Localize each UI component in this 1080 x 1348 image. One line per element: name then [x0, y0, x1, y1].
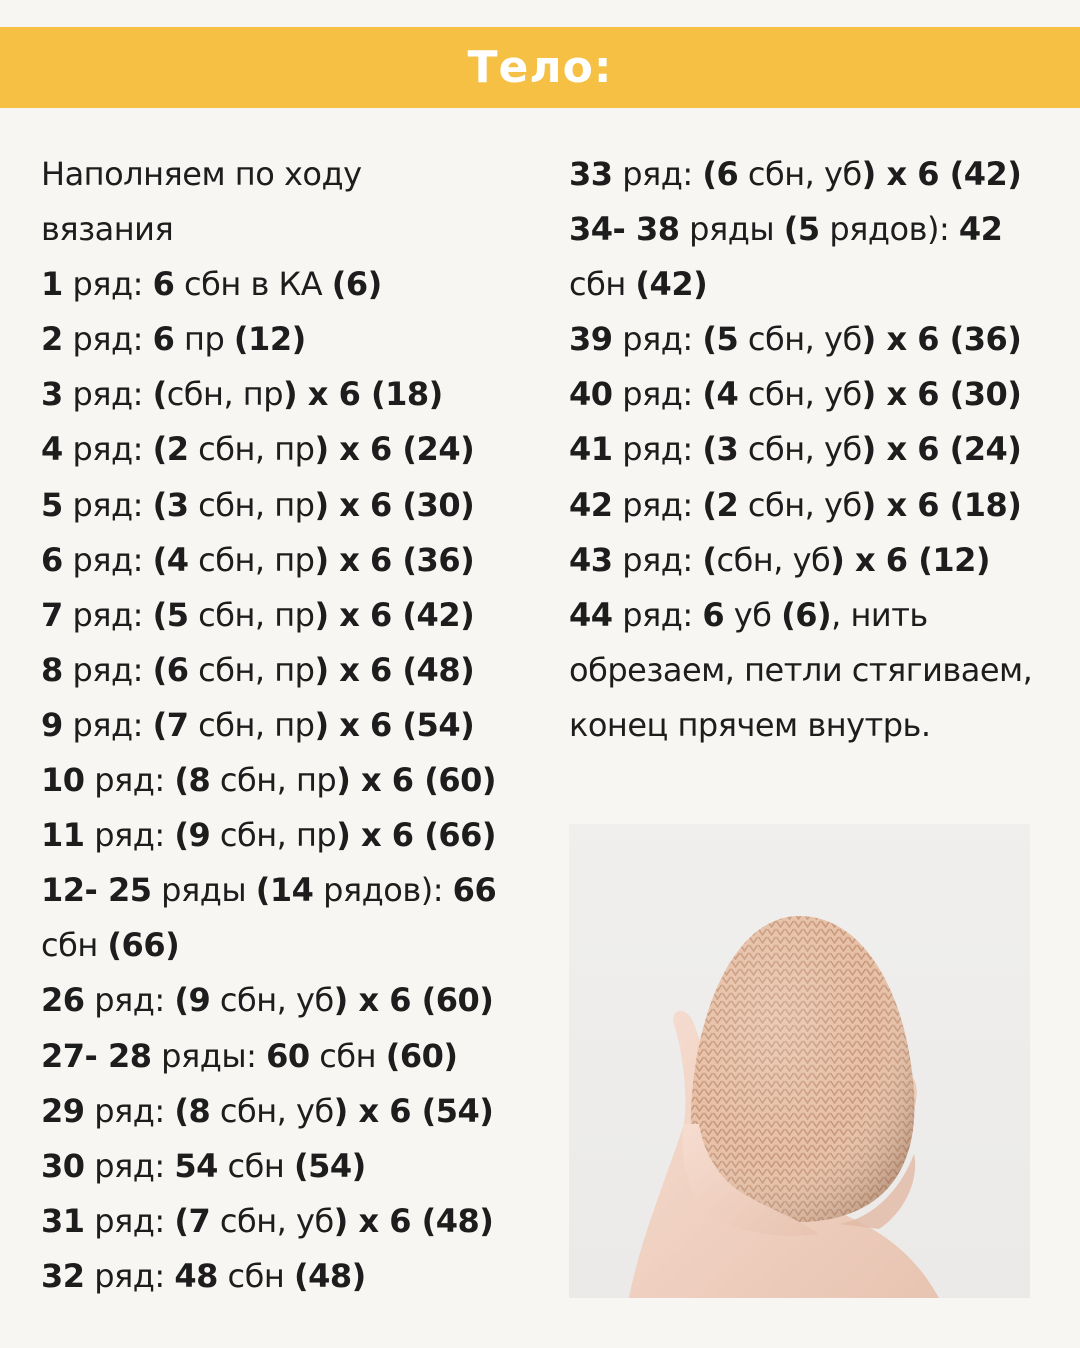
- instruction-line: [41, 1029, 561, 1084]
- instruction-bold-text: 1: [41, 265, 63, 304]
- instruction-bold-text: ) x 6 (60): [336, 761, 496, 800]
- instruction-bold-text: 44: [569, 595, 613, 634]
- instruction-text: сбн, уб: [738, 485, 862, 524]
- instruction-bold-text: ) x 6 (18): [283, 375, 443, 414]
- instruction-bold-text: 43: [569, 540, 613, 579]
- instruction-bold-text: 42: [569, 485, 613, 524]
- instruction-text: сбн, уб: [738, 155, 862, 193]
- instruction-bold-text: 6: [41, 540, 63, 579]
- instruction-line: [569, 588, 1069, 643]
- instruction-text: ряд:: [84, 761, 175, 800]
- instruction-text: ряд:: [62, 705, 153, 744]
- page-title: Тело:: [467, 42, 613, 93]
- instruction-text: ряд:: [84, 1201, 175, 1240]
- instruction-text: Наполняем по ходу: [41, 155, 362, 193]
- instruction-text: ряд:: [62, 650, 153, 689]
- instruction-bold-text: (42): [635, 265, 708, 304]
- instruction-bold-text: ) x 6 (54): [314, 705, 475, 744]
- instruction-bold-text: (66): [107, 926, 180, 965]
- instruction-bold-text: ) x 6 (24): [314, 430, 475, 469]
- instruction-text: сбн, пр: [210, 816, 337, 855]
- instruction-bold-text: (3: [152, 485, 189, 524]
- instruction-bold-text: 33: [569, 155, 613, 193]
- instruction-bold-text: ) x 6 (42): [314, 595, 475, 634]
- instruction-text: ряды: [679, 210, 784, 249]
- instruction-line: [41, 1084, 561, 1139]
- instruction-text: ряд:: [62, 430, 153, 469]
- instruction-bold-text: 12- 25: [41, 871, 152, 910]
- instruction-line: [41, 257, 561, 312]
- instruction-bold-text: (8: [174, 1091, 211, 1130]
- instruction-text: рядов):: [313, 871, 453, 910]
- instruction-text: сбн, пр: [188, 540, 315, 579]
- instruction-text: ряд:: [62, 375, 153, 414]
- instruction-bold-text: 27- 28: [41, 1036, 152, 1075]
- instruction-text: вязания: [41, 210, 174, 249]
- instruction-text: сбн, пр: [188, 595, 315, 634]
- instruction-line: [41, 808, 561, 863]
- instruction-bold-text: (6: [702, 155, 739, 193]
- instruction-line: [569, 367, 1069, 422]
- instruction-line: [569, 643, 1069, 698]
- instruction-text: сбн в КА: [174, 265, 332, 304]
- instruction-bold-text: 11: [41, 816, 85, 855]
- instruction-line: [41, 202, 561, 257]
- instruction-line: [41, 588, 561, 643]
- instruction-text: ряд:: [612, 595, 703, 634]
- instruction-text: ряд:: [62, 265, 153, 304]
- instruction-line: [569, 147, 1069, 202]
- instruction-text: сбн: [41, 926, 108, 965]
- instruction-text: ряд:: [84, 816, 175, 855]
- instruction-bold-text: (8: [174, 761, 211, 800]
- instruction-text: сбн: [569, 265, 636, 304]
- instruction-bold-text: 6: [702, 595, 725, 634]
- instruction-bold-text: 10: [41, 761, 85, 800]
- instruction-bold-text: 8: [41, 650, 63, 689]
- instruction-bold-text: (: [702, 540, 717, 579]
- instruction-bold-text: 54: [174, 1146, 218, 1185]
- instruction-bold-text: (5: [783, 210, 820, 249]
- instruction-bold-text: (14: [255, 871, 314, 910]
- instruction-line: [569, 257, 1069, 312]
- instruction-text: ряд:: [612, 375, 703, 414]
- instruction-text: сбн, уб: [210, 981, 334, 1020]
- instruction-bold-text: 9: [41, 705, 63, 744]
- instruction-bold-text: 66: [452, 871, 497, 910]
- instruction-bold-text: 5: [41, 485, 63, 524]
- instruction-text: уб: [724, 595, 782, 634]
- instruction-bold-text: (3: [702, 430, 739, 469]
- instruction-bold-text: ) x 6 (48): [314, 650, 475, 689]
- instruction-bold-text: 48: [174, 1256, 218, 1295]
- instructions-right-column: [569, 147, 1069, 753]
- instruction-line: [569, 533, 1069, 588]
- instruction-bold-text: (60): [385, 1036, 458, 1075]
- instruction-text: сбн: [309, 1036, 386, 1075]
- instruction-line: [41, 918, 561, 973]
- instruction-bold-text: 4: [41, 430, 63, 469]
- instruction-text: ряд:: [84, 1146, 175, 1185]
- instruction-bold-text: (6: [152, 650, 189, 689]
- instruction-line: [41, 147, 561, 202]
- instruction-bold-text: (5: [152, 595, 189, 634]
- instruction-bold-text: 29: [41, 1091, 85, 1130]
- instruction-text: ряды: [151, 871, 256, 910]
- instruction-bold-text: 2: [41, 320, 63, 359]
- crochet-egg-body-icon: [569, 824, 1030, 1298]
- instruction-bold-text: (4: [152, 540, 189, 579]
- instruction-line: [41, 863, 561, 918]
- instruction-text: сбн, пр: [188, 650, 315, 689]
- instruction-line: [569, 312, 1069, 367]
- instruction-line: [41, 698, 561, 753]
- instruction-line: [569, 698, 1069, 753]
- instruction-text: ряд:: [62, 320, 153, 359]
- header-banner: [0, 27, 1080, 108]
- instruction-bold-text: ) x 6 (36): [861, 320, 1022, 359]
- instruction-line: [41, 533, 561, 588]
- crochet-body-photo: [569, 824, 1030, 1298]
- instruction-line: [569, 202, 1069, 257]
- instruction-line: [41, 1194, 561, 1249]
- instruction-bold-text: ) x 6 (30): [314, 485, 475, 524]
- instruction-bold-text: (7: [174, 1201, 211, 1240]
- instruction-bold-text: (: [152, 375, 167, 414]
- instruction-bold-text: (9: [174, 816, 211, 855]
- instruction-line: [569, 422, 1069, 477]
- instruction-bold-text: (12): [233, 320, 306, 359]
- instruction-bold-text: (2: [152, 430, 189, 469]
- instruction-bold-text: 41: [569, 430, 613, 469]
- instruction-line: [41, 643, 561, 698]
- instruction-line: [41, 1139, 561, 1194]
- instruction-line: [41, 478, 561, 533]
- instruction-line: [41, 973, 561, 1028]
- instruction-bold-text: 3: [41, 375, 63, 414]
- instruction-text: ряд:: [612, 320, 703, 359]
- instruction-bold-text: 26: [41, 981, 85, 1020]
- instruction-text: пр: [174, 320, 234, 359]
- instruction-bold-text: (54): [293, 1146, 366, 1185]
- instruction-text: рядов):: [819, 210, 959, 249]
- instruction-text: ряд:: [84, 1256, 175, 1295]
- instruction-line: [41, 367, 561, 422]
- instruction-bold-text: 31: [41, 1201, 85, 1240]
- instruction-text: ряд:: [612, 430, 703, 469]
- instruction-bold-text: ) x 6 (66): [336, 816, 496, 855]
- instruction-bold-text: 34- 38: [569, 210, 680, 249]
- instruction-bold-text: 6: [152, 320, 175, 359]
- instruction-bold-text: 39: [569, 320, 613, 359]
- instruction-text: ряд:: [62, 485, 153, 524]
- instruction-bold-text: ) x 6 (24): [861, 430, 1022, 469]
- instruction-text: ряд:: [62, 540, 153, 579]
- instruction-text: ряд:: [84, 1091, 175, 1130]
- instruction-bold-text: ) x 6 (42): [861, 155, 1022, 193]
- instruction-bold-text: 7: [41, 595, 63, 634]
- instruction-text: ряды:: [151, 1036, 267, 1075]
- instruction-bold-text: 40: [569, 375, 613, 414]
- instruction-line: [41, 312, 561, 367]
- instruction-bold-text: ) x 6 (48): [333, 1201, 494, 1240]
- instruction-text: сбн: [217, 1146, 294, 1185]
- instruction-text: сбн, уб: [738, 375, 862, 414]
- instruction-bold-text: ) x 6 (18): [861, 485, 1022, 524]
- instruction-text: сбн: [217, 1256, 294, 1295]
- instruction-bold-text: 32: [41, 1256, 85, 1295]
- instruction-text: ряд:: [62, 595, 153, 634]
- instruction-bold-text: 60: [266, 1036, 310, 1075]
- instruction-text: обрезаем, петли стягиваем,: [569, 650, 1033, 689]
- instruction-bold-text: (6): [331, 265, 382, 304]
- instruction-text: сбн, уб: [210, 1091, 334, 1130]
- instruction-bold-text: ) x 6 (54): [333, 1091, 494, 1130]
- instruction-bold-text: 42: [958, 210, 1003, 249]
- instruction-text: сбн, пр: [166, 375, 284, 414]
- instruction-text: ряд:: [84, 981, 175, 1020]
- instruction-bold-text: (48): [293, 1256, 366, 1295]
- instruction-line: [41, 1249, 561, 1304]
- instruction-text: ряд:: [612, 155, 703, 193]
- instruction-text: сбн, пр: [188, 430, 315, 469]
- instruction-text: сбн, пр: [210, 761, 337, 800]
- instruction-line: [41, 753, 561, 808]
- instruction-text: сбн, уб: [210, 1201, 334, 1240]
- instruction-text: сбн, пр: [188, 705, 315, 744]
- instruction-text: сбн, уб: [716, 540, 831, 579]
- instruction-text: сбн, пр: [188, 485, 315, 524]
- instruction-line: [569, 478, 1069, 533]
- instruction-text: сбн, уб: [738, 320, 862, 359]
- instruction-text: ряд:: [612, 485, 703, 524]
- instruction-bold-text: ) x 6 (60): [333, 981, 494, 1020]
- instruction-bold-text: (4: [702, 375, 739, 414]
- instruction-text: ряд:: [612, 540, 703, 579]
- instruction-line: [41, 422, 561, 477]
- instruction-bold-text: (9: [174, 981, 211, 1020]
- instruction-bold-text: 30: [41, 1146, 85, 1185]
- instruction-text: , нить: [831, 595, 928, 634]
- instruction-bold-text: ) x 6 (30): [861, 375, 1022, 414]
- instruction-text: конец прячем внутрь.: [569, 705, 931, 744]
- instruction-bold-text: (2: [702, 485, 739, 524]
- instruction-bold-text: ) x 6 (12): [830, 540, 990, 579]
- instruction-bold-text: ) x 6 (36): [314, 540, 475, 579]
- instruction-bold-text: (6): [781, 595, 832, 634]
- instruction-bold-text: (7: [152, 705, 189, 744]
- instructions-left-column: [41, 147, 561, 1304]
- instruction-text: сбн, уб: [738, 430, 862, 469]
- instruction-bold-text: (5: [702, 320, 739, 359]
- instruction-bold-text: 6: [152, 265, 175, 304]
